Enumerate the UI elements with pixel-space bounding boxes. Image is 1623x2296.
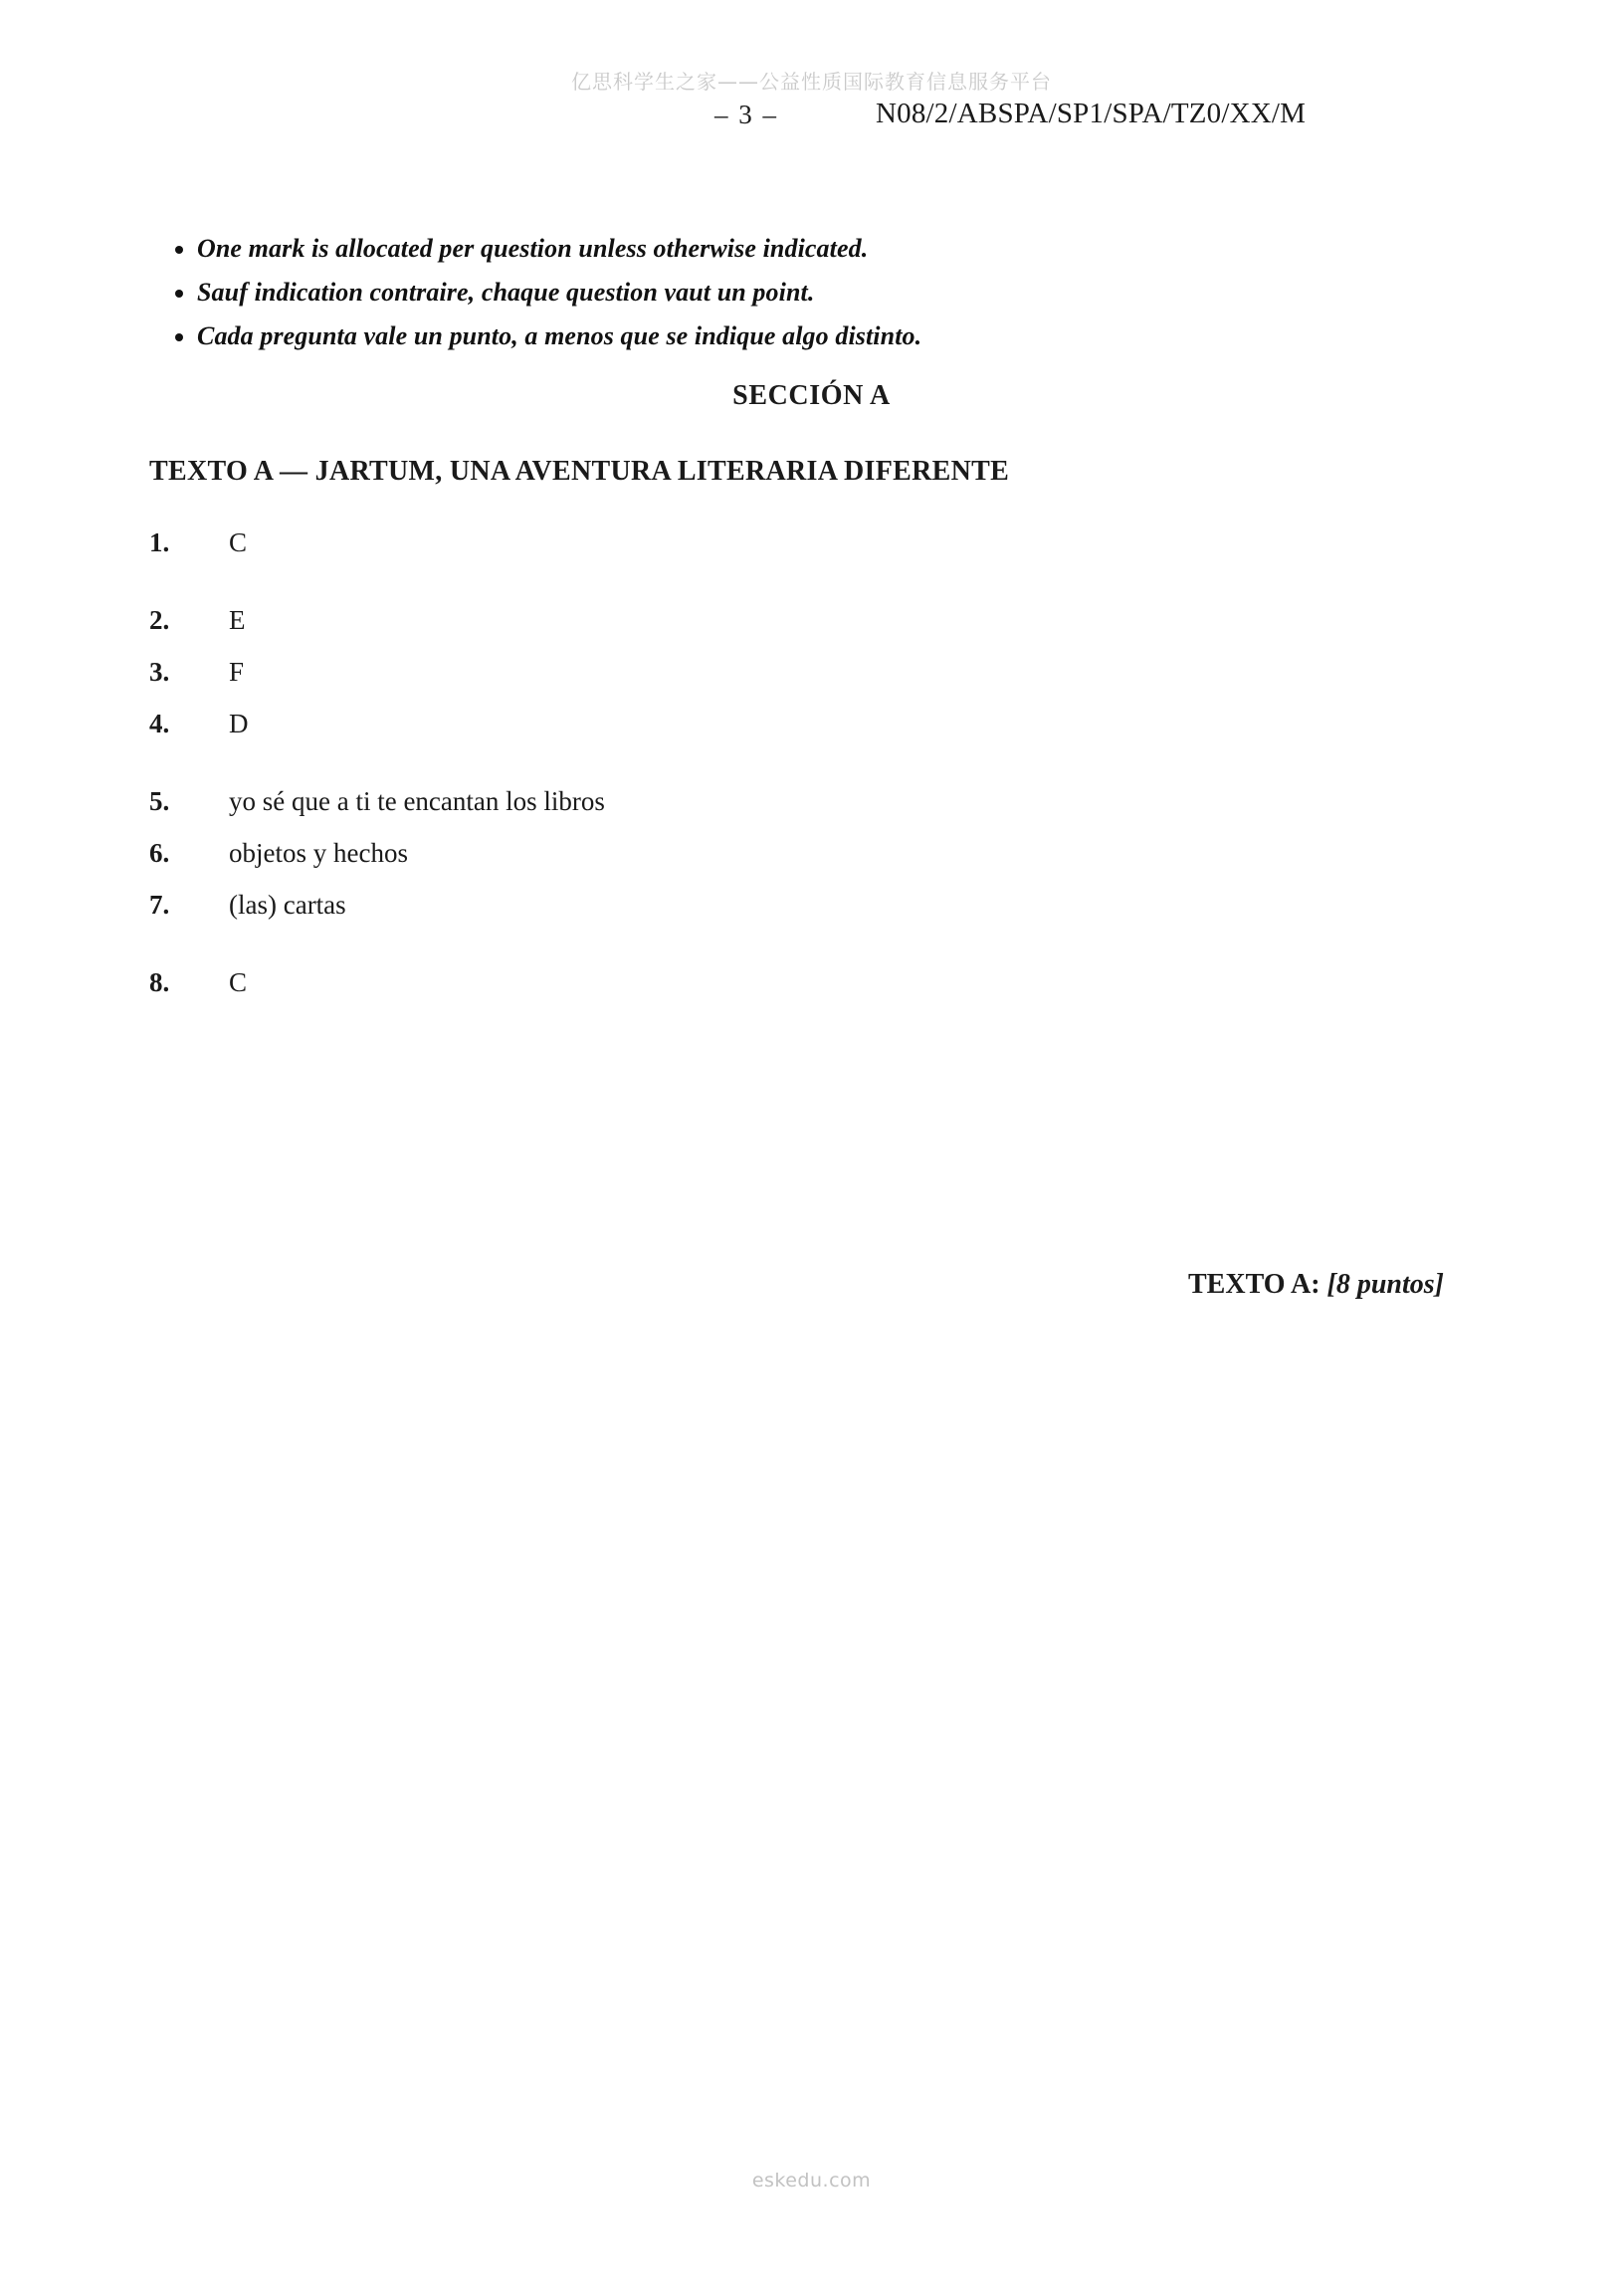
answer-number: 1. bbox=[149, 527, 170, 557]
instructions-list bbox=[147, 227, 1292, 358]
answer-number: 6. bbox=[149, 838, 170, 868]
answer-number: 2. bbox=[149, 605, 170, 635]
answer-number: 8. bbox=[149, 967, 170, 997]
page-number: – 3 – bbox=[714, 100, 778, 129]
answer-text: F bbox=[229, 657, 245, 687]
instructions-block bbox=[147, 227, 1292, 358]
answer-text: objetos y hechos bbox=[229, 838, 408, 868]
answer-number: 4. bbox=[149, 709, 170, 738]
answer-text: C bbox=[229, 527, 248, 557]
answer-number: 7. bbox=[149, 890, 170, 920]
paper-code: N08/2/ABSPA/SP1/SPA/TZ0/XX/M bbox=[876, 98, 1307, 129]
instruction-item: • Sauf indication contraire, chaque question vaut un point. bbox=[197, 271, 1292, 314]
answer-text: E bbox=[229, 605, 246, 635]
texto-a-title: TEXTO A — JARTUM, UNA AVENTURA LITERARIA DIFERENTE bbox=[149, 456, 1010, 487]
answer-text: yo sé que a ti te encantan los libros bbox=[229, 786, 605, 816]
top-watermark: 亿思科学生之家——公益性质国际教育信息服务平台 bbox=[571, 70, 1052, 94]
instruction-item: • Cada pregunta vale un punto, a menos que se indique algo distinto. bbox=[197, 314, 1292, 358]
page-header bbox=[0, 66, 1623, 145]
answer-text: (las) cartas bbox=[229, 890, 346, 920]
answer-text: D bbox=[229, 709, 249, 738]
texto-a-marks-value: [8 puntos] bbox=[1326, 1269, 1444, 1300]
section-title: SECCIÓN A bbox=[732, 380, 891, 411]
answer-text: C bbox=[229, 967, 248, 997]
instruction-item: • One mark is allocated per question unless otherwise indicated. bbox=[197, 227, 1292, 271]
texto-a-marks bbox=[1188, 1269, 1444, 1301]
answer-number: 3. bbox=[149, 657, 170, 687]
bottom-watermark: eskedu.com bbox=[751, 2170, 872, 2192]
texto-a-marks-label: TEXTO A: bbox=[1188, 1269, 1320, 1300]
answer-number: 5. bbox=[149, 786, 170, 816]
